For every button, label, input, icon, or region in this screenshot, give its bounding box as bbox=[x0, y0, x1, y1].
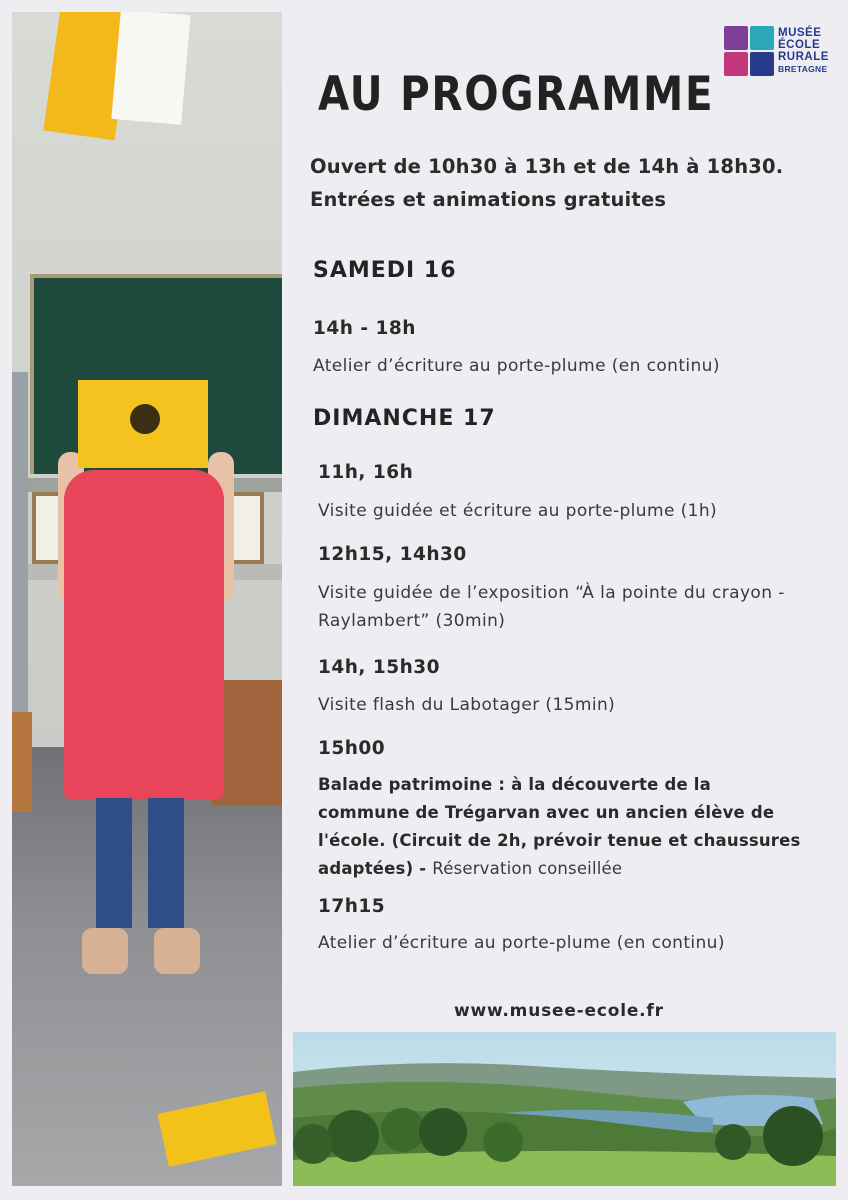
classroom-photo bbox=[12, 12, 282, 1186]
event-time: 12h15, 14h30 bbox=[318, 544, 467, 565]
photo-foot-left bbox=[82, 928, 128, 974]
day-heading-sunday: DIMANCHE 17 bbox=[313, 406, 496, 431]
event-description: Visite flash du Labotager (15min) bbox=[318, 695, 616, 715]
logo-text: MUSÉE ÉCOLE RURALE BRETAGNE bbox=[778, 27, 829, 74]
photo-pipe bbox=[12, 372, 28, 732]
event-time: 14h, 15h30 bbox=[318, 657, 441, 678]
photo-desk-left bbox=[12, 712, 32, 812]
event-description-balade: Balade patrimoine : à la découverte de la commune de Trégarvan avec un ancien élève de l'école. (Circuit de 2h, prévoir tenue et chaussures adaptées) - Réservation conseillée bbox=[318, 775, 801, 878]
museum-logo bbox=[724, 26, 844, 86]
page-title: AU PROGRAMME bbox=[318, 67, 715, 122]
logo-tiles-icon bbox=[724, 26, 774, 78]
reservation-note: Réservation conseillée bbox=[432, 859, 623, 878]
photo-foot-right bbox=[154, 928, 200, 974]
event-description: Atelier d’écriture au porte-plume (en continu) bbox=[318, 933, 725, 953]
event-time: 14h - 18h bbox=[313, 318, 416, 339]
event-time: 17h15 bbox=[318, 896, 386, 917]
event-time: 15h00 bbox=[318, 738, 386, 759]
event-description: Visite guidée et écriture au porte-plume (1h) bbox=[318, 501, 718, 521]
landscape-photo bbox=[293, 1032, 836, 1186]
event-description: Atelier d’écriture au porte-plume (en continu) bbox=[313, 356, 720, 376]
photo-leg-left bbox=[96, 798, 132, 928]
event-time: 11h, 16h bbox=[318, 462, 414, 483]
day-heading-saturday: SAMEDI 16 bbox=[313, 258, 457, 283]
photo-yellow-notebook bbox=[78, 380, 208, 468]
opening-hours: Ouvert de 10h30 à 13h et de 14h à 18h30. Entrées et animations gratuites bbox=[310, 155, 784, 211]
photo-flying-paper bbox=[111, 12, 190, 125]
website-link[interactable]: www.musee-ecole.fr bbox=[454, 1001, 664, 1021]
event-description: Visite guidée de l’exposition “À la pointe du crayon - Raylambert” (30min) bbox=[318, 583, 785, 631]
photo-red-pinafore bbox=[64, 470, 224, 800]
photo-leg-right bbox=[148, 798, 184, 928]
